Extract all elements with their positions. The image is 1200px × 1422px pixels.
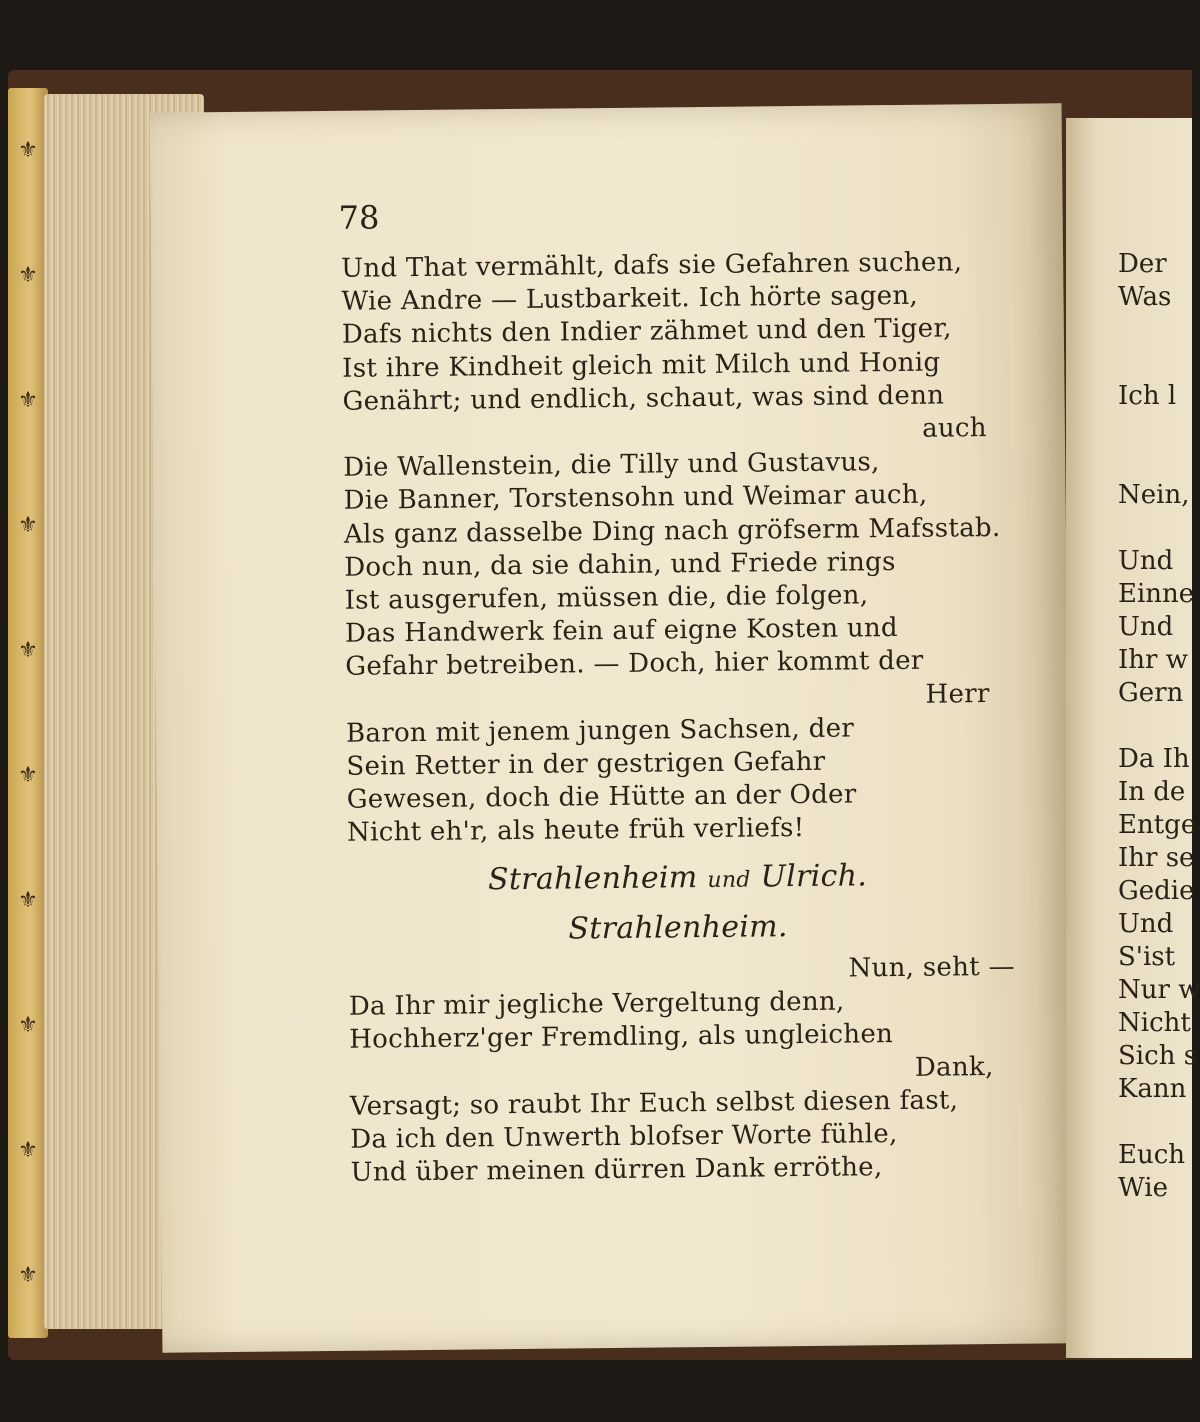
text-line: Sein Retter in der gestrigen Gefahr: [346, 746, 826, 782]
page-text: [341, 245, 1051, 1190]
text-line: Doch nun, da sie dahin, und Friede rings: [344, 546, 896, 583]
left-page: [150, 103, 1075, 1352]
fragment-line: Einne: [1118, 579, 1195, 609]
speaker-name: Strahlenheim.: [568, 909, 788, 947]
text-line: Nicht eh'r, als heute früh verliefs!: [346, 813, 805, 849]
ornament-icon: ⚜: [18, 888, 38, 913]
right-page-text: [1118, 248, 1200, 1205]
fragment-line: Gern: [1118, 678, 1184, 708]
fragment-line: Kann: [1118, 1074, 1187, 1104]
text-line: Baron mit jenem jungen Sachsen, der: [345, 713, 855, 749]
text-line: Ist ihre Kindheit gleich mit Milch und Honig: [342, 347, 941, 384]
scene-heading-name1: Strahlenheim: [487, 859, 698, 897]
scene-heading-connector: und: [707, 867, 751, 893]
fragment-line: Ich l: [1118, 381, 1177, 411]
text-line: Ist ausgerufen, müssen die, die folgen,: [344, 580, 869, 616]
fragment-line: S'ist: [1118, 942, 1176, 972]
text-line: Gewesen, doch die Hütte an der Oder: [346, 779, 857, 816]
fragment-line: Was: [1118, 282, 1172, 312]
text-line: Da Ihr mir jegliche Vergeltung denn,: [348, 986, 845, 1023]
ornament-icon: ⚜: [18, 1138, 38, 1163]
text-line: Die Banner, Torstensohn und Weimar auch,: [343, 480, 928, 517]
page-number: 78: [338, 198, 380, 237]
ornament-icon: ⚜: [18, 388, 38, 413]
scene-heading: [347, 857, 1047, 901]
right-page-fragment: [1066, 118, 1200, 1358]
fragment-line: Sich s: [1118, 1041, 1198, 1071]
ornament-icon: ⚜: [18, 638, 38, 663]
fragment-line: Nein,: [1118, 480, 1190, 510]
book-spine: [8, 88, 48, 1338]
ornament-icon: ⚜: [18, 513, 38, 538]
ornament-icon: ⚜: [18, 763, 38, 788]
text-line: Versagt; so raubt Ihr Euch selbst diesen fast,: [349, 1085, 959, 1122]
text-line: Und That vermählt, dafs sie Gefahren suchen,: [341, 247, 963, 284]
fragment-line: Und: [1118, 612, 1174, 642]
text-line: Dafs nichts den Indier zähmet und den Tiger,: [341, 313, 952, 351]
ornament-icon: ⚜: [18, 1013, 38, 1038]
ornament-icon: ⚜: [18, 138, 38, 163]
fragment-line: Und: [1118, 909, 1174, 939]
fragment-line: Ihr w: [1118, 645, 1188, 675]
text-line: Das Handwerk fein auf eigne Kosten und: [344, 613, 899, 650]
fragment-line: Gedie: [1118, 876, 1195, 906]
fragment-line: Euch: [1118, 1140, 1186, 1170]
text-line: Und über meinen dürren Dank erröthe,: [350, 1152, 883, 1189]
fragment-line: Nicht: [1118, 1008, 1191, 1038]
ornament-icon: ⚜: [18, 263, 38, 288]
text-line: Hochherz'ger Fremdling, als ungleichen: [349, 1019, 894, 1056]
text-line: Genährt; und endlich, schaut, was sind denn: [342, 380, 945, 417]
text-line-continuation: Herr: [925, 678, 990, 710]
fragment-line: Da Ih: [1118, 744, 1190, 774]
fragment-line: Nur w: [1118, 975, 1200, 1005]
text-line-continuation: auch: [921, 413, 988, 444]
fragment-line: Ihr se: [1118, 843, 1195, 873]
ornament-icon: ⚜: [18, 1263, 38, 1288]
text-line: Gefahr betreiben. — Doch, hier kommt der: [345, 646, 924, 683]
text-line: Da ich den Unwerth blofser Worte fühle,: [350, 1119, 898, 1155]
text-line-continuation: Dank,: [914, 1051, 994, 1083]
spine-ornament: [17, 88, 39, 1338]
text-line: Die Wallenstein, die Tilly und Gustavus,: [343, 447, 880, 484]
fragment-line: Entge: [1118, 810, 1197, 840]
text-line: Als ganz dasselbe Ding nach gröfserm Mafsstab.: [343, 512, 1001, 550]
fragment-line: In de: [1118, 777, 1186, 807]
fragment-line: Wie: [1118, 1173, 1168, 1203]
fragment-line: Der: [1118, 249, 1167, 279]
text-line-indented: Nun, seht —: [848, 951, 1015, 984]
fragment-line: Und: [1118, 546, 1174, 576]
text-line: Wie Andre — Lustbarkeit. Ich hörte sagen,: [341, 280, 919, 318]
scene-heading-name2: Ulrich.: [760, 857, 868, 895]
